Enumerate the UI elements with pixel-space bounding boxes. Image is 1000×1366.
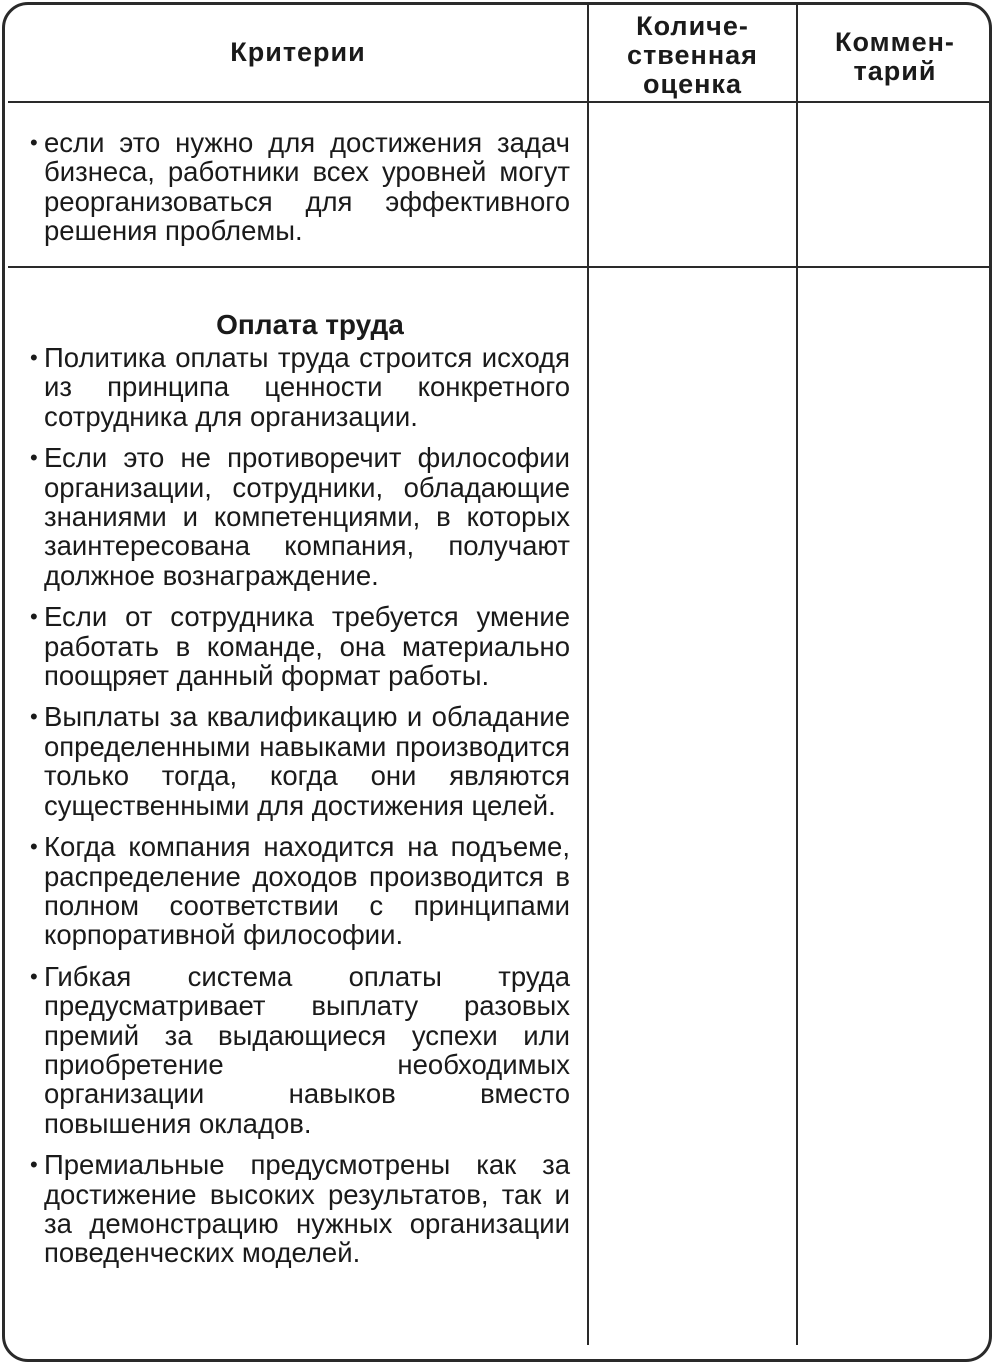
column-divider-score [587, 5, 589, 1345]
criteria-bullet-item: • Если от сотрудника требуется умение работать в команде, она материально поощряет данный формат работы. [30, 602, 570, 690]
first-row-criteria-cell [30, 128, 570, 258]
criteria-bullet-item: • Выплаты за квалификацию и обладание определенными навыками производится только тогда, когда они являются существенными для достижения целей. [30, 702, 570, 820]
header-comment: Коммен- тарий [835, 27, 955, 86]
second-row-criteria-cell [30, 309, 570, 1280]
section-title: Оплата труда [216, 309, 404, 340]
criteria-bullet-item: • Гибкая система оплаты труда предусматривает выплату разовых премий за выдающиеся успехи или приобретение необходимых организации навыков вместо повышения окладов. [30, 962, 570, 1138]
row-divider [8, 266, 992, 268]
column-divider-comment [796, 5, 798, 1345]
header-divider [8, 101, 992, 103]
header-score: Количе- ственная оценка [627, 11, 758, 99]
criteria-bullet-item: • если это нужно для достижения задач бизнеса, работники всех уровней могут реорганизоваться для эффективного решения проблемы. [30, 128, 570, 246]
criteria-bullet-item: • Когда компания находится на подъеме, распределение доходов производится в полном соответствии с принципами корпоративной философии. [30, 832, 570, 950]
criteria-bullet-item: • Если это не противоречит философии организации, сотрудники, обладающие знаниями и компетенциями, в которых заинтересована компания, получают должное вознаграждение. [30, 443, 570, 590]
criteria-bullet-item: • Политика оплаты труда строится исходя из принципа ценности конкретного сотрудника для организации. [30, 343, 570, 431]
header-criteria: Критерии [230, 37, 366, 67]
criteria-bullet-item: • Премиальные предусмотрены как за достижение высоких результатов, так и за демонстрацию нужных организации поведенческих моделей. [30, 1150, 570, 1268]
